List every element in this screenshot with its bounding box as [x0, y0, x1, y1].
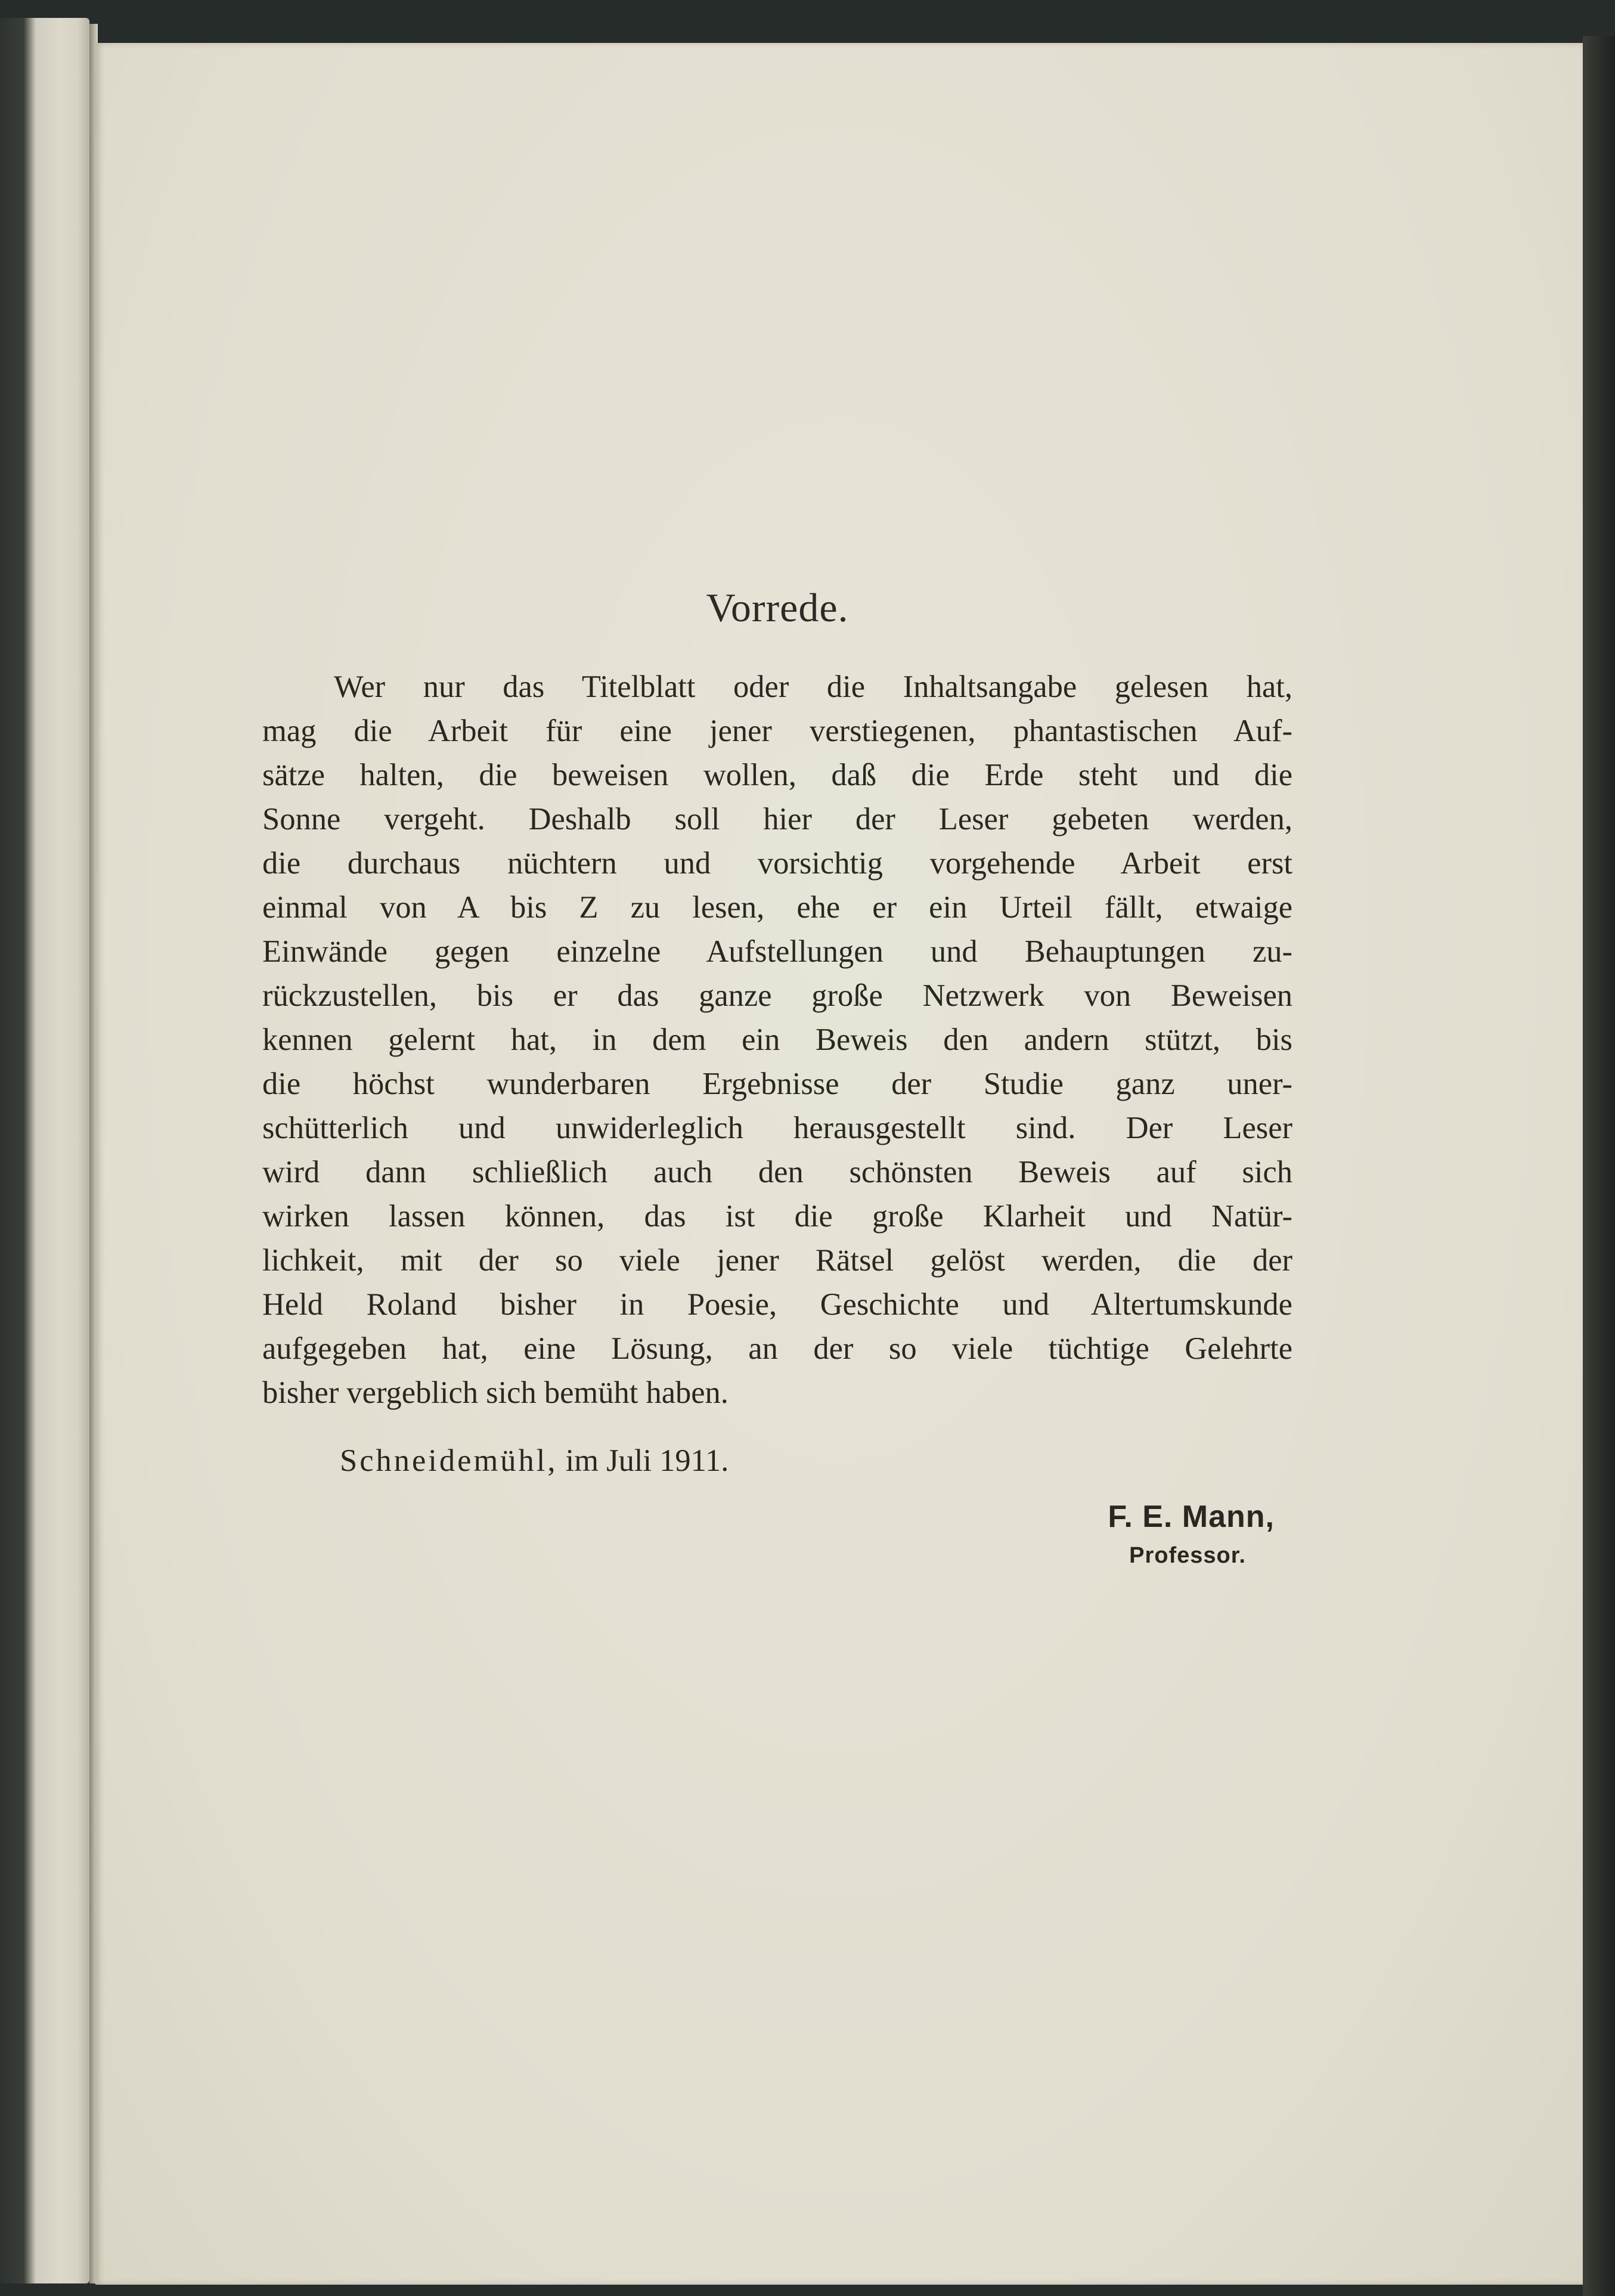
- paragraph-line: schütterlich und unwiderleglich herausgestellt sind. Der Leser: [262, 1111, 1292, 1145]
- place-date-line: [262, 1439, 1292, 1483]
- paragraph-line: wird dann schließlich auch den schönsten Beweis auf sich: [262, 1155, 1292, 1189]
- paragraph-line: Held Roland bisher in Poesie, Geschichte und Altertumskunde: [262, 1287, 1292, 1322]
- page-right-edge: [1583, 36, 1615, 2296]
- paragraph-line: wirken lassen können, das ist die große Klarheit und Natür-: [262, 1199, 1292, 1234]
- paragraph-line: lichkeit, mit der so viele jener Rätsel gelöst werden, die der: [262, 1243, 1292, 1278]
- page-content: [262, 584, 1292, 1573]
- previous-page-edge: [0, 18, 89, 2283]
- heading-vorrede: Vorrede.: [706, 585, 849, 630]
- date-text: im Juli 1911.: [565, 1443, 729, 1478]
- paragraph-line: kennen gelernt hat, in dem ein Beweis den andern stützt, bis: [262, 1022, 1292, 1057]
- preface-paragraph: [262, 665, 1292, 1415]
- paragraph-line: die höchst wunderbaren Ergebnisse der Studie ganz uner-: [262, 1067, 1292, 1101]
- place-text: Schneidemühl,: [340, 1443, 558, 1478]
- paragraph-line: Sonne vergeht. Deshalb soll hier der Leser gebeten werden,: [262, 802, 1292, 836]
- paragraph-line: die durchaus nüchtern und vorsichtig vorgehende Arbeit erst: [262, 846, 1292, 881]
- paragraph-line: Wer nur das Titelblatt oder die Inhaltsangabe gelesen hat,: [334, 670, 1292, 704]
- paragraph-line: bisher vergeblich sich bemüht haben.: [262, 1375, 729, 1410]
- paragraph-line: sätze halten, die beweisen wollen, daß die Erde steht und die: [262, 758, 1292, 792]
- signature-name: F. E. Mann,: [1108, 1499, 1275, 1534]
- paragraph-line: einmal von A bis Z zu lesen, ehe er ein Urteil fällt, etwaige: [262, 890, 1292, 925]
- paragraph-line: rückzustellen, bis er das ganze große Netzwerk von Beweisen: [262, 978, 1292, 1013]
- signature-title: Professor.: [1129, 1543, 1246, 1568]
- paragraph-line: aufgegeben hat, eine Lösung, an der so viele tüchtige Gelehrte: [262, 1331, 1292, 1366]
- paragraph-line: mag die Arbeit für eine jener verstiegenen, phantastischen Auf-: [262, 714, 1292, 748]
- paragraph-line: Einwände gegen einzelne Aufstellungen und Behauptungen zu-: [262, 934, 1292, 969]
- signature-block: [262, 1496, 1292, 1573]
